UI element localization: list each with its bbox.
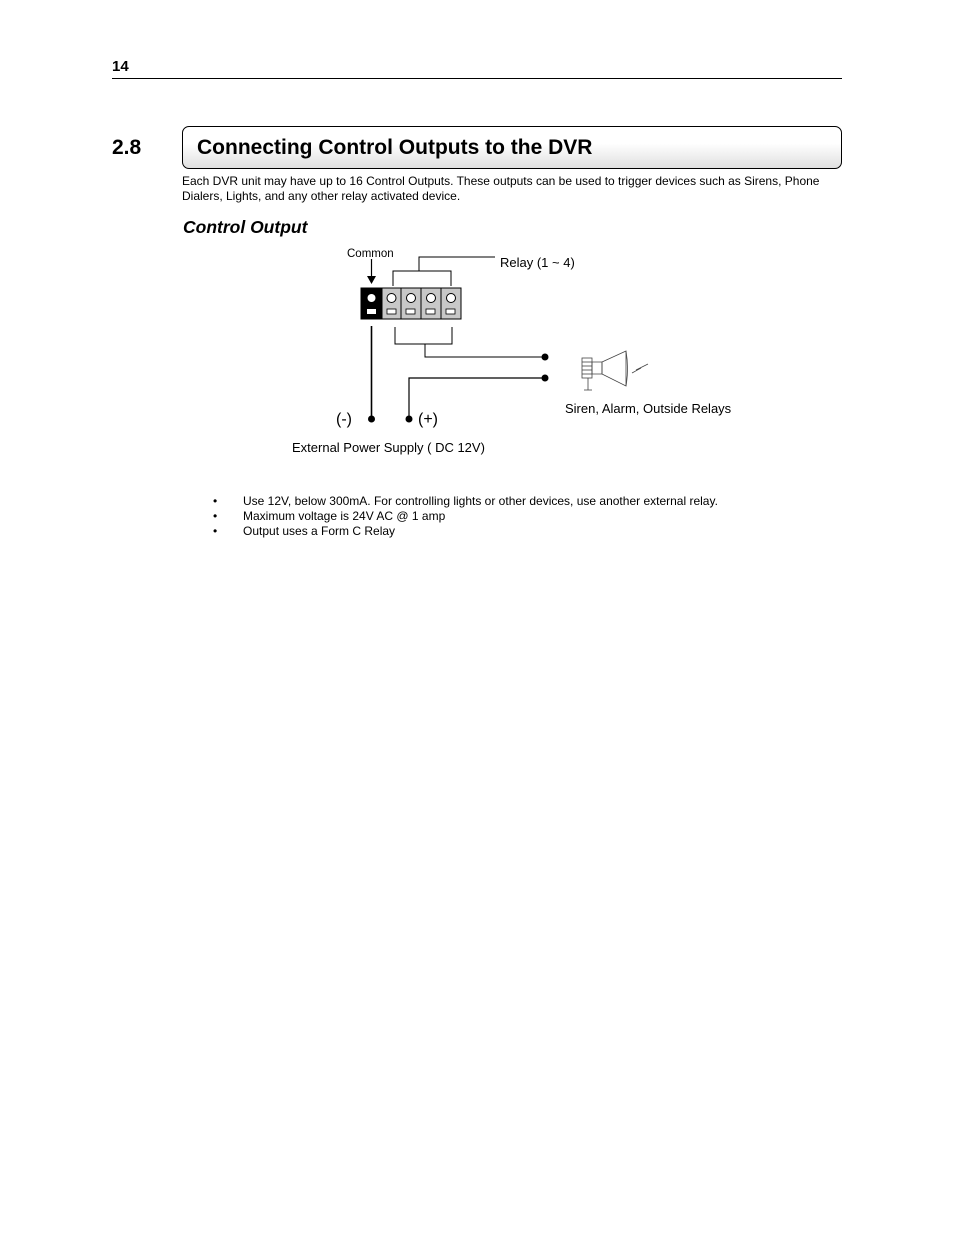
list-item-text: Maximum voltage is 24V AC @ 1 amp: [243, 509, 446, 523]
control-output-diagram: [0, 0, 954, 480]
common-arrow: [367, 259, 376, 284]
negative-label: (-): [336, 411, 352, 428]
list-item: [213, 494, 718, 509]
relay-label: Relay (1 ~ 4): [500, 255, 575, 270]
positive-output-terminal: [542, 375, 549, 382]
subsection-title: Control Output: [183, 217, 308, 237]
positive-label: (+): [418, 411, 438, 428]
relay-output-wire: [395, 327, 545, 357]
relay-output-terminal: [542, 354, 549, 361]
relay-bracket: [393, 257, 495, 286]
common-label: Common: [347, 248, 394, 260]
siren-icon: [582, 351, 648, 390]
notes-list: [213, 494, 718, 539]
bullet-icon: •: [213, 524, 218, 538]
list-item: [213, 509, 718, 524]
power-supply-label: External Power Supply ( DC 12V): [292, 440, 485, 455]
section-number: 2.8: [112, 136, 142, 159]
bullet-icon: •: [213, 494, 218, 508]
negative-terminal: [368, 416, 375, 423]
section-title: Connecting Control Outputs to the DVR: [197, 136, 593, 159]
siren-label: Siren, Alarm, Outside Relays: [565, 401, 732, 416]
terminal-block-icon: [361, 288, 461, 319]
positive-terminal: [406, 416, 413, 423]
page-number: 14: [112, 58, 129, 75]
list-item: [213, 524, 718, 539]
bullet-icon: •: [213, 509, 218, 523]
list-item-text: Use 12V, below 300mA. For controlling lights or other devices, use another external relay.: [243, 494, 718, 508]
list-item-text: Output uses a Form C Relay: [243, 524, 396, 538]
intro-paragraph: Each DVR unit may have up to 16 Control Outputs. These outputs can be used to trigger devices such as Sirens, Phone Dialers, Lights, and any other relay activated device.: [182, 174, 820, 203]
